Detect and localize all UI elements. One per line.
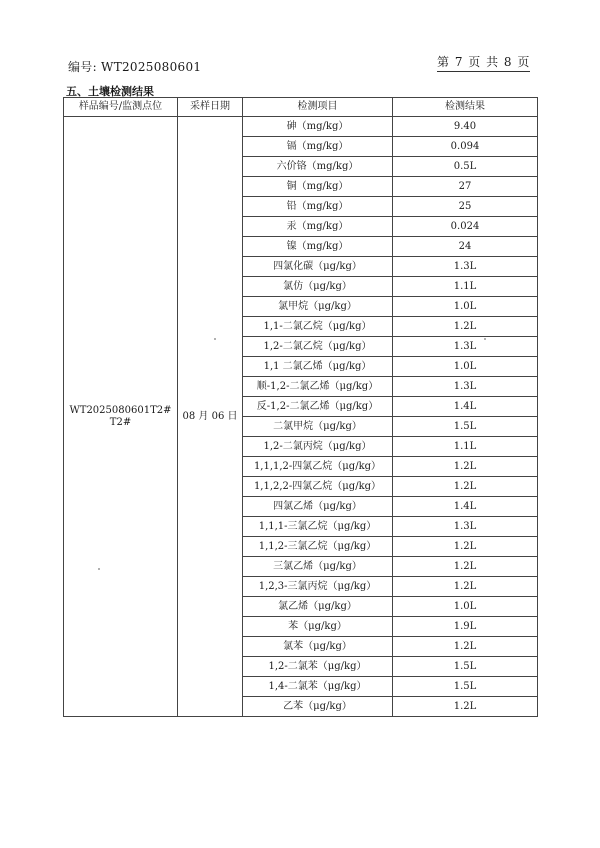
section-title: 五、土壤检测结果: [66, 85, 154, 98]
test-item-cell: 铜（mg/kg）: [243, 177, 393, 197]
document-number: 编号: WT2025080601: [68, 60, 202, 74]
test-item-cell: 四氯化碳（μg/kg）: [243, 257, 393, 277]
page-indicator: 第 7 页 共 8 页: [437, 53, 530, 72]
test-item-cell: 铅（mg/kg）: [243, 197, 393, 217]
test-result-cell: 9.40: [393, 117, 538, 137]
test-result-cell: 1.1L: [393, 277, 538, 297]
test-item-cell: 1,2-二氯乙烷（μg/kg）: [243, 337, 393, 357]
test-result-cell: 1.2L: [393, 577, 538, 597]
test-item-cell: 1,1-二氯乙烷（μg/kg）: [243, 317, 393, 337]
test-item-cell: 1,2-二氯丙烷（μg/kg）: [243, 437, 393, 457]
sample-id-line1: WT2025080601T2#: [69, 404, 172, 416]
test-result-cell: 1.5L: [393, 657, 538, 677]
sampling-date-cell: 08 月 06 日: [178, 117, 243, 717]
test-item-cell: 1,1 二氯乙烯（μg/kg）: [243, 357, 393, 377]
test-result-cell: 0.5L: [393, 157, 538, 177]
test-item-cell: 1,1,1-三氯乙烷（μg/kg）: [243, 517, 393, 537]
test-result-cell: 1.0L: [393, 357, 538, 377]
table-row: [64, 117, 538, 137]
column-header-item: 检测项目: [243, 98, 393, 117]
test-result-cell: 1.3L: [393, 517, 538, 537]
column-header-sample: 样品编号/监测点位: [64, 98, 178, 117]
column-header-result: 检测结果: [393, 98, 538, 117]
test-result-cell: 1.3L: [393, 377, 538, 397]
column-header-date: 采样日期: [178, 98, 243, 117]
test-item-cell: 1,2-二氯苯（μg/kg）: [243, 657, 393, 677]
test-item-cell: 氯仿（μg/kg）: [243, 277, 393, 297]
test-result-cell: 25: [393, 197, 538, 217]
test-result-cell: 1.2L: [393, 457, 538, 477]
scan-speck: [214, 338, 216, 340]
test-result-cell: 1.2L: [393, 537, 538, 557]
scan-speck: [98, 568, 100, 570]
test-item-cell: 1,2,3-三氯丙烷（μg/kg）: [243, 577, 393, 597]
test-item-cell: 1,1,2,2-四氯乙烷（μg/kg）: [243, 477, 393, 497]
test-result-cell: 1.4L: [393, 497, 538, 517]
test-result-cell: 0.094: [393, 137, 538, 157]
test-result-cell: 1.3L: [393, 257, 538, 277]
test-result-cell: 27: [393, 177, 538, 197]
test-result-cell: 1.1L: [393, 437, 538, 457]
test-result-cell: 24: [393, 237, 538, 257]
test-result-cell: 1.3L: [393, 337, 538, 357]
test-item-cell: 1,1,2-三氯乙烷（μg/kg）: [243, 537, 393, 557]
test-item-cell: 四氯乙烯（μg/kg）: [243, 497, 393, 517]
test-item-cell: 三氯乙烯（μg/kg）: [243, 557, 393, 577]
test-result-cell: 1.2L: [393, 557, 538, 577]
test-item-cell: 六价铬（mg/kg）: [243, 157, 393, 177]
test-item-cell: 苯（μg/kg）: [243, 617, 393, 637]
test-result-cell: 1.5L: [393, 677, 538, 697]
test-result-cell: 1.4L: [393, 397, 538, 417]
test-item-cell: 二氯甲烷（μg/kg）: [243, 417, 393, 437]
test-result-cell: 1.0L: [393, 597, 538, 617]
test-item-cell: 1,1,1,2-四氯乙烷（μg/kg）: [243, 457, 393, 477]
test-result-cell: 1.2L: [393, 477, 538, 497]
test-item-cell: 氯乙烯（μg/kg）: [243, 597, 393, 617]
test-item-cell: 镉（mg/kg）: [243, 137, 393, 157]
test-result-cell: 1.2L: [393, 317, 538, 337]
scan-speck: [484, 338, 486, 340]
sample-id-line2: T2#: [109, 416, 132, 428]
test-item-cell: 汞（mg/kg）: [243, 217, 393, 237]
test-result-cell: 0.024: [393, 217, 538, 237]
test-item-cell: 氯苯（μg/kg）: [243, 637, 393, 657]
test-result-cell: 1.5L: [393, 417, 538, 437]
sample-id-cell: [64, 117, 178, 717]
test-item-cell: 镍（mg/kg）: [243, 237, 393, 257]
test-item-cell: 顺-1,2-二氯乙烯（μg/kg）: [243, 377, 393, 397]
test-result-cell: 1.9L: [393, 617, 538, 637]
table-header-row: [64, 98, 538, 117]
test-item-cell: 1,4-二氯苯（μg/kg）: [243, 677, 393, 697]
test-result-cell: 1.2L: [393, 697, 538, 717]
test-result-cell: 1.2L: [393, 637, 538, 657]
test-item-cell: 砷（mg/kg）: [243, 117, 393, 137]
test-result-cell: 1.0L: [393, 297, 538, 317]
soil-results-table: [63, 97, 538, 717]
test-item-cell: 乙苯（μg/kg）: [243, 697, 393, 717]
test-item-cell: 反-1,2-二氯乙烯（μg/kg）: [243, 397, 393, 417]
test-item-cell: 氯甲烷（μg/kg）: [243, 297, 393, 317]
